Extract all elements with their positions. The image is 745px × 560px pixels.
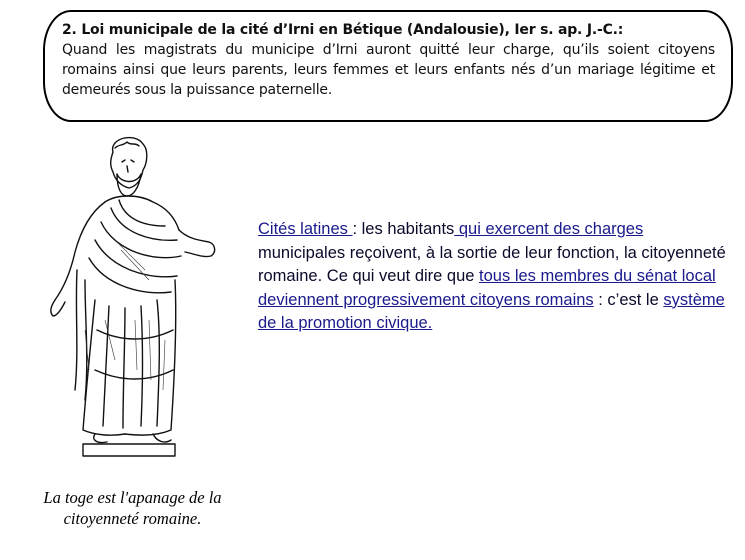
- statue-caption: La toge est l'apanage de la citoyenneté romaine.: [43, 488, 222, 528]
- explanation-text-1: : les habitants: [352, 220, 455, 238]
- quote-text: Quand les magistrats du municipe d’Irni auront quitté leur charge, qu’ils soient citoyens romains ainsi que leurs parents, leurs femmes et leurs enfants nés d’un mariage légitime et demeurés sous la puissance paternelle.: [62, 42, 715, 98]
- roman-statue-icon: [25, 130, 225, 470]
- explanation-paragraph: [258, 218, 728, 336]
- term-cites-latines: Cités latines: [258, 220, 353, 238]
- explanation-text-3: : c’est le: [593, 290, 664, 309]
- quote-title: 2. Loi municipale de la cité d’Irni en Bétique (Andalousie), Ier s. ap. J.-C.:: [62, 22, 624, 38]
- explanation-text-2: municipales reçoivent, à la sortie de leur fonction, la citoyenneté romaine. Ce qui veut dire que: [258, 243, 726, 285]
- term-promotion-civique: système de la promotion civique.: [258, 290, 725, 332]
- term-charges: qui exercent des charges: [454, 220, 644, 238]
- term-senat-local: tous les membres du sénat local deviennent progressivement citoyens romains: [258, 267, 716, 309]
- quote-box: [43, 10, 733, 122]
